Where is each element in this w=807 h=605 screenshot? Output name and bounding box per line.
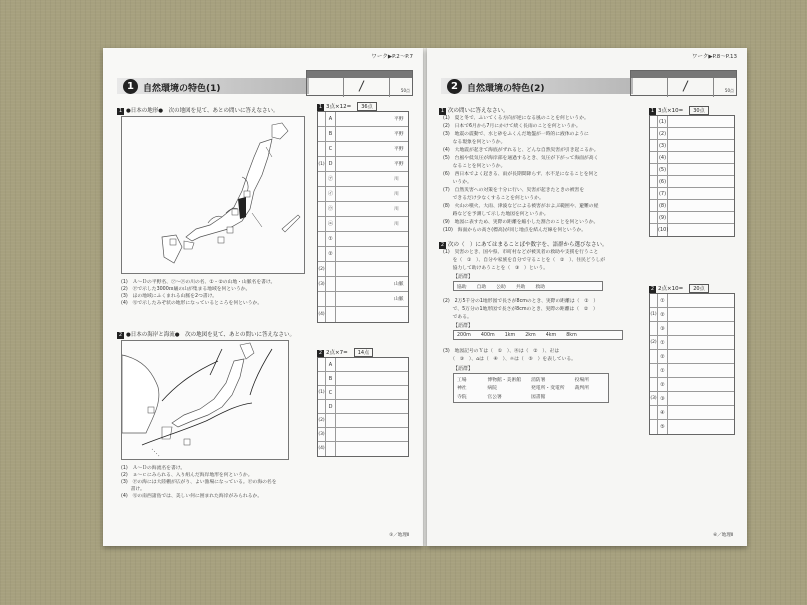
answer-group-label: [650, 212, 658, 223]
answer-item-label: ②: [326, 247, 336, 261]
answer-item-label: ②: [658, 308, 668, 321]
answer-suffix: 山脈: [394, 282, 404, 287]
answer-row[interactable]: [318, 428, 408, 442]
answer-group-label: [318, 127, 326, 141]
answer-group-label: [318, 112, 326, 126]
answer-item-label: ㋓: [326, 217, 336, 231]
answer-row[interactable]: [650, 152, 734, 164]
answer-blank[interactable]: [668, 392, 720, 405]
answer-row[interactable]: [318, 202, 408, 217]
answer-group-label: [318, 202, 326, 216]
question-line: (9) 地図に表すため、実際の距離を縮小した割合のことを何というか。: [443, 220, 599, 225]
answer-blank[interactable]: [336, 187, 394, 201]
answer-row[interactable]: [650, 116, 734, 128]
answer-item-label: [326, 442, 336, 456]
answer-row[interactable]: [318, 358, 408, 372]
answer-row[interactable]: [650, 294, 734, 308]
question-line: (3) 地震の震動で、水と砂をふくんだ地盤が一時的に液体のように: [443, 132, 589, 137]
answer-item-label: C: [326, 386, 336, 399]
page-footer: ⑥／地理Ⅱ: [713, 533, 733, 538]
answer-row[interactable]: [650, 420, 734, 434]
answer-column-1: [649, 106, 735, 237]
answer-suffix: [720, 294, 734, 307]
answer-2-heading: 2 2点×7= 14点: [317, 348, 409, 357]
answer-group-label: (3): [650, 392, 658, 405]
word-bank-label: 【語群】: [453, 366, 474, 372]
name-score-box: [306, 70, 413, 96]
answer-group-label: [650, 200, 658, 211]
answer-blank[interactable]: [336, 358, 394, 371]
answer-row[interactable]: [318, 307, 408, 322]
answer-suffix: [720, 140, 734, 151]
word-bank-2: 200m 400m 1km 2km 4km 8km: [453, 330, 623, 340]
answer-group-label: [650, 322, 658, 335]
question-line: (2) 日本で6月から7月にかけて続く長雨のことを何というか。: [443, 124, 581, 129]
answer-blank[interactable]: [336, 157, 394, 171]
answer-blank[interactable]: [336, 277, 394, 291]
answer-group-label: (3): [318, 428, 326, 441]
answer-row[interactable]: [318, 386, 408, 400]
answer-group-label: [650, 406, 658, 419]
question-line: (5) 台風や低気圧が海岸部を通過するとき、気圧が下がって海面が高く: [443, 156, 599, 161]
answer-group-label: (4): [318, 442, 326, 456]
answer-suffix: 川: [394, 207, 399, 212]
word-bank-3: 工場 博物館・美術館 消防署 役場所 神社 病院 発電所・変電所 裁判所 寺院 官公署 図書館: [453, 373, 609, 403]
answer-row[interactable]: [650, 188, 734, 200]
answer-row[interactable]: [318, 142, 408, 157]
answer-blank[interactable]: [668, 176, 720, 187]
answer-item-label: ③: [658, 322, 668, 335]
answer-blank[interactable]: [336, 262, 394, 276]
answer-suffix: [720, 308, 734, 321]
question-line: できるだけ少なくすることを何というか。: [443, 196, 544, 201]
answer-blank[interactable]: [668, 420, 720, 434]
answer-blank[interactable]: [336, 247, 394, 261]
answer-table: [649, 115, 735, 237]
work-reference: ワーク▶P.2〜P.7: [371, 54, 413, 60]
page-footer: ⑤／地理Ⅱ: [389, 533, 409, 538]
answer-suffix: [394, 386, 408, 399]
work-reference: ワーク▶P.8〜P.13: [691, 54, 737, 60]
answer-group-label: [650, 116, 658, 127]
word-bank-label: 【語群】: [453, 274, 474, 280]
answer-blank[interactable]: [336, 142, 394, 156]
answer-blank[interactable]: [668, 364, 720, 377]
answer-suffix: [720, 364, 734, 377]
answer-row[interactable]: [650, 364, 734, 378]
answer-row[interactable]: [650, 322, 734, 336]
answer-item-label: D: [326, 157, 336, 171]
answer-group-label: [650, 188, 658, 199]
answer-group-label: (3): [318, 277, 326, 291]
score-label: 50点: [724, 88, 734, 93]
answer-group-label: (2): [318, 262, 326, 276]
answer-item-label: (9): [658, 212, 668, 223]
answer-row[interactable]: [650, 140, 734, 152]
answer-group-label: [318, 172, 326, 186]
answer-1-heading: 1 3点×12= 36点: [317, 102, 409, 111]
answer-blank[interactable]: [336, 217, 394, 231]
chapter-title: 自然環境の特色(1): [143, 84, 221, 94]
answer-suffix: [720, 406, 734, 419]
answer-blank[interactable]: [668, 212, 720, 223]
answer-table: [649, 293, 735, 435]
answer-item-label: (10): [658, 224, 668, 236]
answer-row[interactable]: [318, 127, 408, 142]
answer-item-label: D: [326, 400, 336, 413]
answer-group-label: (1): [650, 308, 658, 321]
answer-suffix: [394, 262, 408, 276]
answer-item-label: [326, 292, 336, 306]
answer-row[interactable]: [318, 442, 408, 456]
answer-row[interactable]: [650, 350, 734, 364]
answer-group-label: [650, 378, 658, 391]
answer-blank[interactable]: [336, 232, 394, 246]
ocean-currents-map: [121, 340, 289, 460]
answer-suffix: 平野: [394, 147, 404, 152]
answer-row[interactable]: [318, 400, 408, 414]
answer-group-label: [318, 217, 326, 231]
answer-row[interactable]: [650, 200, 734, 212]
answer-item-label: (3): [658, 140, 668, 151]
answer-item-label: [326, 262, 336, 276]
answer-row[interactable]: [650, 406, 734, 420]
answer-suffix: 平野: [394, 132, 404, 137]
answer-item-label: ①: [658, 336, 668, 349]
answer-blank[interactable]: [336, 127, 394, 141]
answer-item-label: (7): [658, 188, 668, 199]
answer-suffix: [394, 400, 408, 413]
section-2-heading: 2 次の（ ）にあてはまることばや数字を、語群から選びなさい。: [440, 242, 608, 248]
answer-suffix: [720, 176, 734, 187]
word-bank-1: 協助 自助 公助 共助 救助: [453, 281, 603, 291]
answer-blank[interactable]: [336, 400, 394, 413]
answer-row[interactable]: [318, 262, 408, 277]
answer-group-label: [650, 224, 658, 236]
answer-suffix: [720, 200, 734, 211]
answer-blank[interactable]: [336, 372, 394, 385]
answer-suffix: [720, 212, 734, 223]
question-line: (10) 海面からの高さ(標高)が同じ地点を結んだ線を何というか。: [443, 228, 587, 233]
answer-item-label: [326, 428, 336, 441]
answer-1-heading: 1 3点×10= 30点: [649, 106, 735, 115]
answer-suffix: 川: [394, 222, 399, 227]
answer-row[interactable]: [318, 157, 408, 172]
right-page: ワーク▶P.8〜P.13 2 自然環境の特色(2) 50点 1 次の問いに答えなさい。 (1) 夏と冬で、ふいてくる方向が逆になる風のことを何というか。 (2) 日本で6月から7月にかけて続く長雨のことを何というか。 (3) 地震の震動で、水と砂をふくんだ地盤が一時的に液体のように なる現象を何というか。 (4) 大地震が起きて海底がずれると、どんな自然災害が引き起こるか。 (5) 台風や低気圧が海岸部を通過するとき、気圧が下がって海面が高く なることを何というか。 (6) 西日本でよく起きる、雨が長期間降らず、水不足になることを何と いうか。 (7) 自然災害への対策を十分に行い、災害が起きたときの被害を できるだけ少なくすることを何というか。 (8) 火山の噴火、大雨、津波などによる被害がおよぶ範囲や、避難の経 路などを予測して示した地図を何というか。 (9) 地図に表すため、実際の距離を縮小した割合のことを何というか。 (10) 海面からの高さ(標高)が同じ地点を結んだ線を何というか。 2 次の（ ）にあてはまることばや数字を、語群から選びなさい。 (1) 災害のとき、国や県、市町村などが被災者の救助や支援を行うこと を（ ① ）、自分や家族を自分で守ることを（ ② ）、住民どうしが 協力して助けあうことを（ ③ ）という。 【語群】 協助 自助 公助 共助 救助 (2) 2万5千分の1地形図で長さが8cmのとき、実際の距離は（ ① ） で、5万分の1地形図で長さが8cmのとき、実際の距離は（ ② ） である。 【語群】 200m 400m 1km 2km 4km 8km (3) 地図記号のＹは（ ① ）、㊍は（ ② ）、卍は （ ③ ）、⌂は（ ④ ）、☼は（ ⑤ ）を表している。 【語群】 工場 博物館・美術館 消防署 役場所 神社 病院 発電所・変電所 裁判所 寺院 官公署 図書館 1 3点×10= 30点 (1) (2) (3) (4) (5) (6) (7) (8) (9) (10) 2 2点×10= 20点 ① (1) ② ③ (2) ① ② ① ② (3) ③ ④ ⑤ ⑥／地理Ⅱ: [427, 48, 747, 546]
chapter-badge: 2: [447, 79, 462, 94]
answer-group-label: (2): [318, 414, 326, 427]
answer-blank[interactable]: [668, 322, 720, 335]
chapter-title: 自然環境の特色(2): [467, 84, 545, 94]
answer-group-label: [318, 232, 326, 246]
answer-blank[interactable]: [668, 200, 720, 211]
currents-map-graphic: [122, 341, 290, 461]
answer-suffix: 平野: [394, 162, 404, 167]
answer-item-label: ㋐: [326, 172, 336, 186]
answer-item-label: [326, 307, 336, 322]
answer-suffix: [720, 392, 734, 405]
answer-item-label: B: [326, 372, 336, 385]
answer-group-label: [318, 292, 326, 306]
answer-group-label: [318, 247, 326, 261]
question-line: いうか。: [443, 180, 472, 185]
answer-suffix: [394, 428, 408, 441]
answer-item-label: (4): [658, 152, 668, 163]
answer-table: [317, 111, 409, 323]
answer-suffix: 川: [394, 192, 399, 197]
answer-item-label: (1): [658, 116, 668, 127]
answer-blank[interactable]: [336, 386, 394, 399]
answer-suffix: 山脈: [394, 297, 404, 302]
left-page: ワーク▶P.2〜P.7 1 自然環境の特色(1) 50点 1 ●日本の地形● 次の地図を見て、あとの問いに答えなさい。 (1) Ａ～Ｄの平野名、㋐～㋓の川の名、①・②の山地・山脈名を書け。 (2) Ⓟで示した3000ｍ級の山が集まる地域を何というか。 (3) ほの地域にふくまれる山脈を2つ書け。 (4) Ⓠで示したみぞ状の地形になっているところを何というか。 2 ●日本の海岸と海流● 次の地図を見て、あとの問いに答えなさい。 (1) Ａ～Ｄの海流名を書け。 (2) ａ～ｃにみられる、入り組んだ海岸地形を何というか。 (3) Ⓟの海には大陸棚が広がり、よい漁場になっている。Ⓟの海の名を 書け。 (4) Ⓠの南西諸島では、美しい何に囲まれた海岸がみられるか。 1 3点×12= 36点 A 平野 B 平野 C 平野 (1) D 平野 ㋐ 川 ㋑ 川 ㋒ 川 ㋓ 川 ① ② (2) (3) 山脈 山脈 (4) 2 2点×7= 14点 A B (1) C D (2) (3) (4) ⑤／地理Ⅱ: [103, 48, 423, 546]
answer-item-label: ⑤: [658, 420, 668, 434]
answer-row[interactable]: [318, 292, 408, 307]
answer-item-label: (2): [658, 128, 668, 139]
section-1-heading: 1 ●日本の地形● 次の地図を見て、あとの問いに答えなさい。: [118, 108, 279, 114]
answer-group-label: [318, 372, 326, 385]
answer-item-label: A: [326, 358, 336, 371]
answer-row[interactable]: [650, 128, 734, 140]
answer-column-1: [317, 102, 409, 323]
answer-item-label: A: [326, 112, 336, 126]
answer-blank[interactable]: [336, 428, 394, 441]
word-bank-label: 【語群】: [453, 323, 474, 329]
answer-suffix: [394, 372, 408, 385]
answer-blank[interactable]: [668, 164, 720, 175]
answer-suffix: [394, 358, 408, 371]
answer-blank[interactable]: [668, 406, 720, 419]
answer-blank[interactable]: [668, 336, 720, 349]
answer-group-label: (2): [650, 336, 658, 349]
answer-row[interactable]: [318, 277, 408, 292]
answer-blank[interactable]: [336, 307, 394, 322]
answer-group-label: (1): [318, 157, 326, 171]
answer-row[interactable]: [318, 247, 408, 262]
answer-group-label: [318, 142, 326, 156]
answer-blank[interactable]: [336, 414, 394, 427]
answer-group-label: [318, 400, 326, 413]
answer-suffix: [394, 247, 408, 261]
answer-suffix: [720, 188, 734, 199]
answer-row[interactable]: [650, 212, 734, 224]
answer-item-label: ④: [658, 406, 668, 419]
answer-item-label: ③: [658, 392, 668, 405]
score-label: 50点: [400, 88, 410, 93]
answer-blank[interactable]: [336, 442, 394, 456]
answer-suffix: [394, 414, 408, 427]
answer-row[interactable]: [650, 378, 734, 392]
answer-row[interactable]: [318, 217, 408, 232]
answer-suffix: [720, 378, 734, 391]
answer-group-label: (1): [318, 386, 326, 399]
answer-blank[interactable]: [668, 188, 720, 199]
answer-column-2: [649, 284, 735, 435]
name-score-box: [630, 70, 737, 96]
answer-item-label: ㋑: [326, 187, 336, 201]
answer-item-label: (8): [658, 200, 668, 211]
question-line: なることを何というか。: [443, 164, 506, 169]
answer-row[interactable]: [318, 372, 408, 386]
answer-blank[interactable]: [668, 294, 720, 307]
japan-terrain-map: [121, 116, 305, 274]
answer-suffix: [394, 232, 408, 246]
question-line: (8) 火山の噴火、大雨、津波などによる被害がおよぶ範囲や、避難の経: [443, 204, 599, 209]
answer-group-label: [650, 350, 658, 363]
answer-row[interactable]: [650, 224, 734, 236]
answer-row[interactable]: [650, 176, 734, 188]
answer-suffix: [720, 322, 734, 335]
answer-item-label: ②: [658, 378, 668, 391]
answer-blank[interactable]: [336, 112, 394, 126]
question-line: (1) 夏と冬で、ふいてくる方向が逆になる風のことを何というか。: [443, 116, 589, 121]
answer-suffix: [394, 442, 408, 456]
japan-map-graphic: [122, 117, 306, 275]
answer-group-label: [650, 164, 658, 175]
section-1-heading: 1 次の問いに答えなさい。: [440, 108, 509, 114]
answer-suffix: [720, 224, 734, 236]
answer-group-label: [650, 420, 658, 434]
answer-row[interactable]: [650, 392, 734, 406]
answer-blank[interactable]: [668, 350, 720, 363]
answer-row[interactable]: [650, 164, 734, 176]
answer-row[interactable]: [318, 187, 408, 202]
answer-blank[interactable]: [668, 308, 720, 321]
answer-blank[interactable]: [668, 128, 720, 139]
question-line: (7) 自然災害への対策を十分に行い、災害が起きたときの被害を: [443, 188, 585, 193]
answer-group-label: [650, 364, 658, 377]
answer-item-label: ①: [658, 294, 668, 307]
chapter-badge: 1: [123, 79, 138, 94]
question-line: (6) 西日本でよく起きる、雨が長期間降らず、水不足になることを何と: [443, 172, 599, 177]
answer-group-label: (4): [318, 307, 326, 322]
answer-group-label: [650, 294, 658, 307]
answer-2-heading: 2 2点×10= 20点: [649, 284, 735, 293]
answer-suffix: [720, 350, 734, 363]
answer-group-label: [318, 358, 326, 371]
question-line: なる現象を何というか。: [443, 140, 506, 145]
answer-suffix: [394, 307, 408, 322]
answer-group-label: [650, 152, 658, 163]
answer-suffix: [720, 336, 734, 349]
answer-group-label: [650, 128, 658, 139]
answer-item-label: C: [326, 142, 336, 156]
answer-table: [317, 357, 409, 457]
answer-item-label: ㋒: [326, 202, 336, 216]
answer-row[interactable]: [318, 172, 408, 187]
answer-item-label: (6): [658, 176, 668, 187]
answer-group-label: [318, 187, 326, 201]
answer-item-label: ①: [658, 364, 668, 377]
answer-blank[interactable]: [668, 378, 720, 391]
answer-suffix: 川: [394, 177, 399, 182]
answer-suffix: [720, 420, 734, 434]
answer-suffix: 平野: [394, 117, 404, 122]
answer-item-label: ②: [658, 350, 668, 363]
answer-suffix: [720, 152, 734, 163]
answer-blank[interactable]: [668, 224, 720, 236]
answer-blank[interactable]: [668, 116, 720, 127]
answer-column-2: [317, 348, 409, 457]
answer-row[interactable]: [650, 308, 734, 322]
answer-blank[interactable]: [336, 172, 394, 186]
answer-item-label: [326, 414, 336, 427]
answer-item-label: [326, 277, 336, 291]
answer-suffix: [720, 116, 734, 127]
answer-suffix: [720, 128, 734, 139]
answer-item-label: (5): [658, 164, 668, 175]
answer-row[interactable]: [318, 112, 408, 127]
answer-blank[interactable]: [668, 152, 720, 163]
question-line: 路などを予測して示した地図を何というか。: [443, 212, 549, 217]
answer-row[interactable]: [650, 336, 734, 350]
answer-item-label: B: [326, 127, 336, 141]
answer-row[interactable]: [318, 414, 408, 428]
answer-item-label: ①: [326, 232, 336, 246]
answer-row[interactable]: [318, 232, 408, 247]
answer-blank[interactable]: [336, 292, 394, 306]
answer-blank[interactable]: [336, 202, 394, 216]
answer-blank[interactable]: [668, 140, 720, 151]
answer-group-label: [650, 140, 658, 151]
answer-suffix: [720, 164, 734, 175]
question-line: (4) 大地震が起きて海底がずれると、どんな自然災害が引き起こるか。: [443, 148, 599, 153]
section-2-heading: 2 ●日本の海岸と海流● 次の地図を見て、あとの問いに答えなさい。: [118, 332, 296, 338]
answer-group-label: [650, 176, 658, 187]
